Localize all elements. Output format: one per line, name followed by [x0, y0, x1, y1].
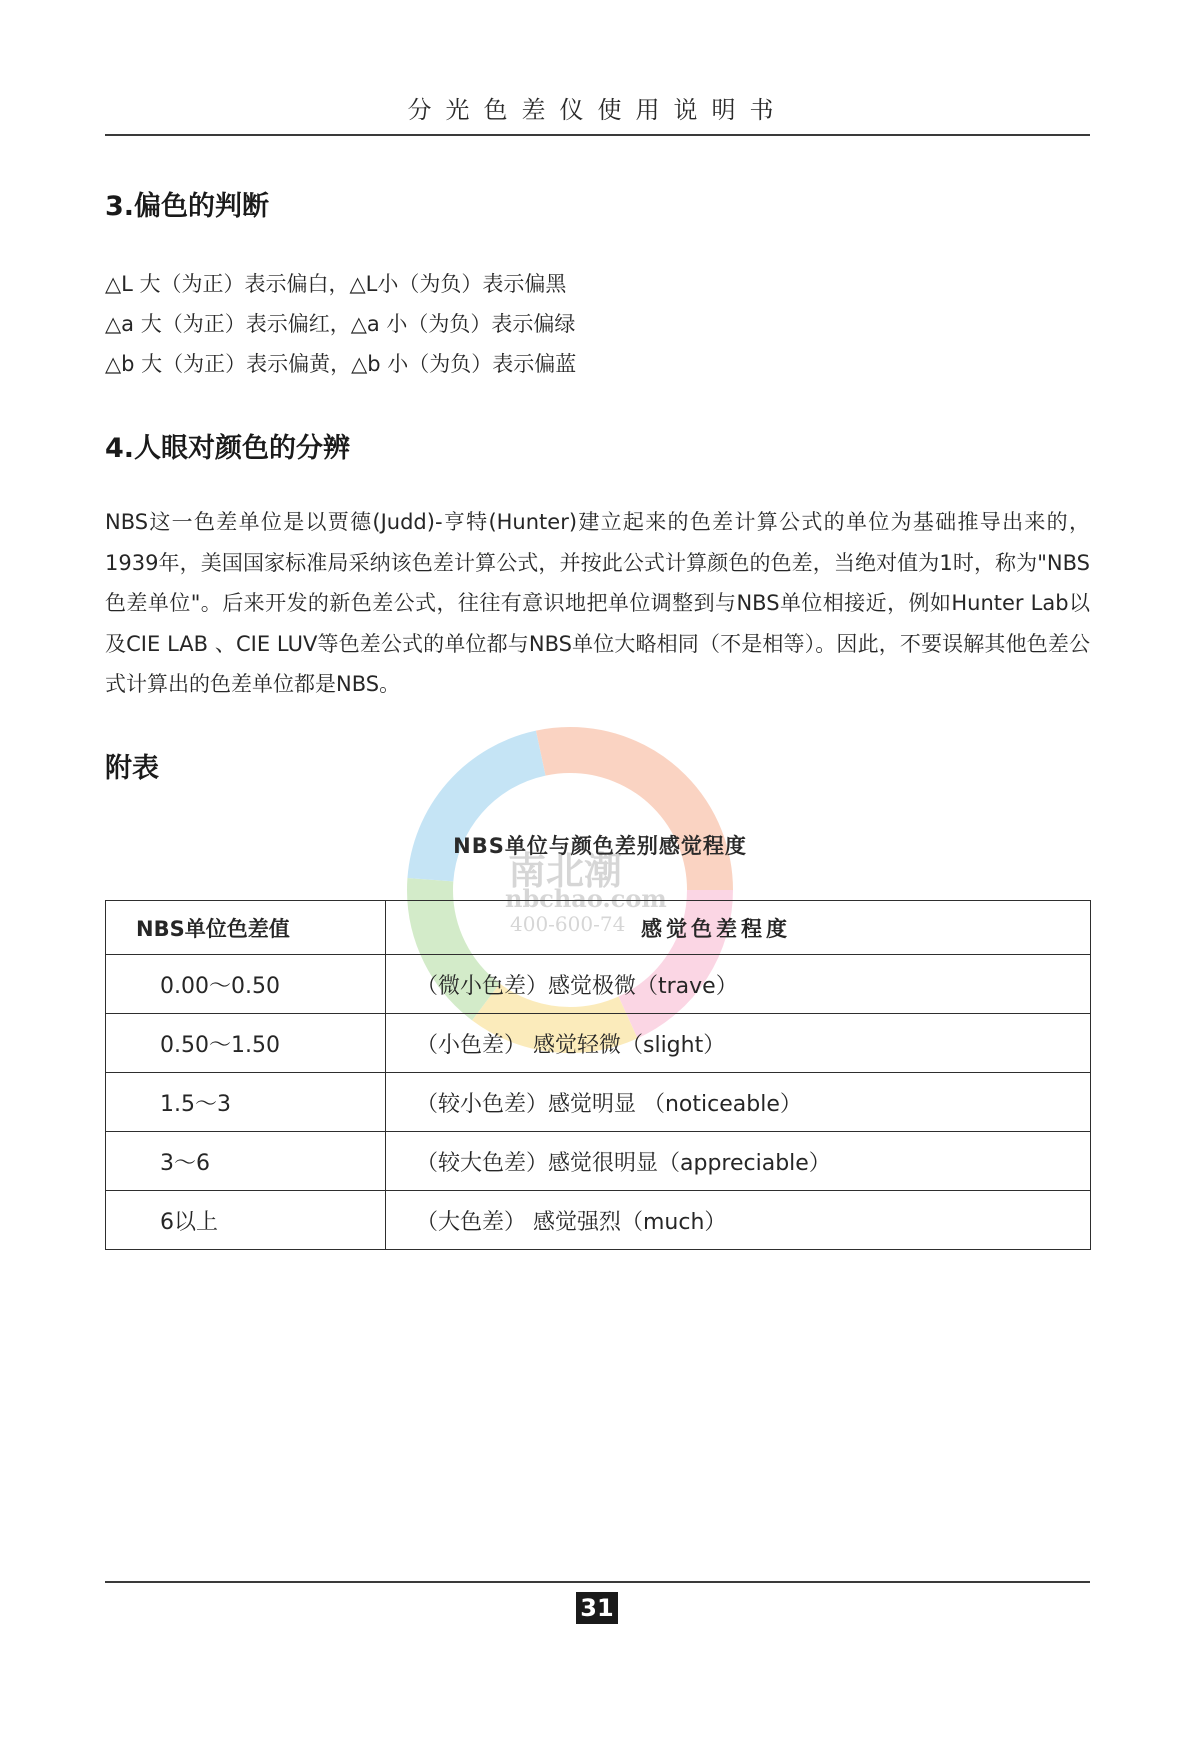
section-4-heading: 4.人眼对颜色的分辨: [105, 433, 351, 464]
document-title: 分光色差仪使用说明书: [407, 96, 788, 124]
nbs-value-cell: 0.00～0.50: [106, 955, 386, 1014]
appendix-heading: 附表: [105, 753, 159, 784]
judge-line-l: △L 大（为正）表示偏白，△L小（为负）表示偏黑: [105, 272, 567, 296]
table-row: [106, 1191, 1091, 1250]
page-number: 31: [576, 1592, 618, 1624]
column-header-value: NBS单位色差值: [106, 901, 386, 955]
header-divider: [105, 134, 1090, 136]
watermark-phone: 400-600-74: [510, 912, 626, 936]
footer-divider: [105, 1581, 1090, 1583]
perception-cell: （较小色差）感觉明显 （noticeable）: [386, 1073, 1091, 1132]
nbs-value-cell: 6以上: [106, 1191, 386, 1250]
table-header-row: [106, 901, 1091, 955]
table-row: [106, 1014, 1091, 1073]
nbs-paragraph: NBS这一色差单位是以贾德(Judd)-亨特(Hunter)建立起来的色差计算公式的单位为基础推导出来的，1939年，美国国家标准局采纳该色差计算公式，并按此公式计算颜色的色差，当绝对值为1时，称为"NBS色差单位"。后来开发的新色差公式，往往有意识地把单位调整到与NBS单位相接近，例如Hunter Lab以及CIE LAB 、CIE LUV等色差公式的单位都与NBS单位大略相同（不是相等）。因此，不要误解其他色差公式计算出的色差单位都是NBS。: [105, 510, 1090, 696]
perception-cell: （小色差） 感觉轻微（slight）: [386, 1014, 1091, 1073]
nbs-value-cell: 3～6: [106, 1132, 386, 1191]
nbs-value-cell: 1.5～3: [106, 1073, 386, 1132]
judge-line-b: △b 大（为正）表示偏黄，△b 小（为负）表示偏蓝: [105, 352, 577, 376]
nbs-value-cell: 0.50～1.50: [106, 1014, 386, 1073]
watermark-brand: 南北潮: [508, 848, 623, 893]
perception-cell: （较大色差）感觉很明显（appreciable）: [386, 1132, 1091, 1191]
table-row: [106, 955, 1091, 1014]
table-row: [106, 1132, 1091, 1191]
perception-cell: （大色差） 感觉强烈（much）: [386, 1191, 1091, 1250]
judge-line-a: △a 大（为正）表示偏红，△a 小（为负）表示偏绿: [105, 312, 576, 336]
perception-cell: （微小色差）感觉极微（trave）: [386, 955, 1091, 1014]
table-title: NBS单位与颜色差别感觉程度: [453, 834, 747, 858]
watermark-site: nbchao.com: [505, 884, 667, 913]
section-3-heading: 3.偏色的判断: [105, 191, 270, 222]
nbs-table: [105, 900, 1091, 1250]
column-header-perception: 感觉色差程度: [386, 901, 1091, 955]
table-row: [106, 1073, 1091, 1132]
